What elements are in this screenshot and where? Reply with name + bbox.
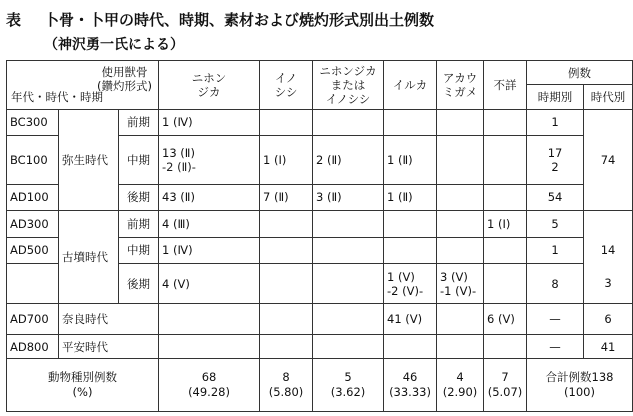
cell: 41 (Ⅴ)	[384, 304, 437, 334]
year-ad300: AD300	[7, 211, 59, 237]
table-subtitle: （神沢勇一氏による）	[44, 37, 184, 53]
cell: 6	[584, 304, 633, 334]
phase-late: 後期	[119, 184, 159, 210]
cell: 41	[584, 334, 633, 358]
era-nara: 奈良時代	[59, 304, 159, 334]
header-material	[97, 65, 152, 93]
era-heian: 平安時代	[59, 334, 159, 358]
cell: 7 (Ⅱ)	[260, 184, 313, 210]
cell: 1 (Ⅱ)	[384, 136, 437, 185]
era-yayoi: 弥生時代	[59, 109, 119, 210]
header-method-label: (鑽灼形式)	[97, 79, 153, 93]
cell: 8	[527, 263, 584, 304]
cell: 1 (Ⅴ)	[387, 269, 415, 284]
year-ad100: AD100	[7, 184, 59, 210]
header-material-label: 使用獣骨	[101, 65, 148, 79]
col-dolphin: イルカ	[384, 61, 437, 110]
cell: -1 (Ⅴ)-	[440, 283, 477, 298]
phase-early: 前期	[119, 211, 159, 237]
cell: -2 (Ⅱ)-	[162, 159, 196, 174]
col-count-era: 時代別	[584, 85, 633, 109]
cell: 54	[527, 184, 584, 210]
totals-label-text: 動物種別例数	[48, 370, 117, 385]
cell: 1 (Ⅳ)	[159, 237, 260, 263]
totals-percent-label: (%)	[72, 385, 93, 400]
table-title	[6, 9, 434, 30]
cell: 1 (Ⅰ)	[260, 136, 313, 185]
cell: 17	[547, 145, 563, 160]
cell: 13 (Ⅱ)	[162, 145, 195, 160]
phase-late: 後期	[119, 263, 159, 304]
col-count-period: 時期別	[527, 85, 584, 109]
era-kofun: 古墳時代	[59, 211, 119, 304]
cell: 3 (Ⅱ)	[313, 184, 384, 210]
total-deer: 68 (49.28)	[159, 359, 260, 412]
grand-total: 合計例数138 (100)	[527, 359, 633, 412]
col-deer: ニホン ジカ	[159, 61, 260, 110]
cell: —	[527, 304, 584, 334]
total-either: 5 (3.62)	[313, 359, 384, 412]
col-count-group: 例数	[527, 61, 633, 85]
cell: 5	[527, 211, 584, 237]
col-boar: イノ シシ	[260, 61, 313, 110]
cell: 2 (Ⅱ)	[313, 136, 384, 185]
cell: 1	[527, 237, 584, 263]
total-unknown: 7 (5.07)	[484, 359, 527, 412]
year-ad500: AD500	[7, 237, 59, 263]
total-turtle: 4 (2.90)	[437, 359, 484, 412]
total-dolphin: 46 (33.33)	[384, 359, 437, 412]
cell: 74	[584, 109, 633, 210]
year-bc300: BC300	[7, 109, 59, 135]
year-ad700: AD700	[7, 304, 59, 334]
totals-label	[7, 359, 159, 412]
cell: 4 (Ⅴ)	[159, 263, 260, 304]
cell: 1 (Ⅱ)	[384, 184, 437, 210]
cell: 1	[527, 109, 584, 135]
col-turtle: アカウ ミガメ	[437, 61, 484, 110]
col-deer-or-boar: ニホンジカ または イノシシ	[313, 61, 384, 110]
cell: 6 (Ⅴ)	[484, 304, 527, 334]
cell: 3	[584, 263, 633, 304]
year-bc100: BC100	[7, 136, 59, 185]
cell: 1 (Ⅳ)	[159, 109, 260, 135]
cell: -2 (Ⅴ)-	[387, 283, 424, 298]
cell: 4 (Ⅲ)	[159, 211, 260, 237]
cell: 3 (Ⅴ)	[440, 269, 468, 284]
data-table	[6, 60, 633, 412]
total-boar: 8 (5.80)	[260, 359, 313, 412]
cell: 43 (Ⅱ)	[159, 184, 260, 210]
cell: 14	[584, 237, 633, 263]
cell: 1 (Ⅰ)	[484, 211, 527, 237]
phase-middle: 中期	[119, 237, 159, 263]
cell: —	[527, 334, 584, 358]
col-unknown: 不詳	[484, 61, 527, 110]
table-label: 表	[6, 11, 22, 29]
table-title-text: 卜骨・卜甲の時代、時期、素材および焼灼形式別出土例数	[44, 11, 435, 29]
cell: 2	[551, 159, 559, 174]
phase-middle: 中期	[119, 136, 159, 185]
year-ad800: AD800	[7, 334, 59, 358]
phase-early: 前期	[119, 109, 159, 135]
header-period-label: 年代・時代・時期	[11, 89, 103, 104]
header-corner	[7, 61, 159, 110]
